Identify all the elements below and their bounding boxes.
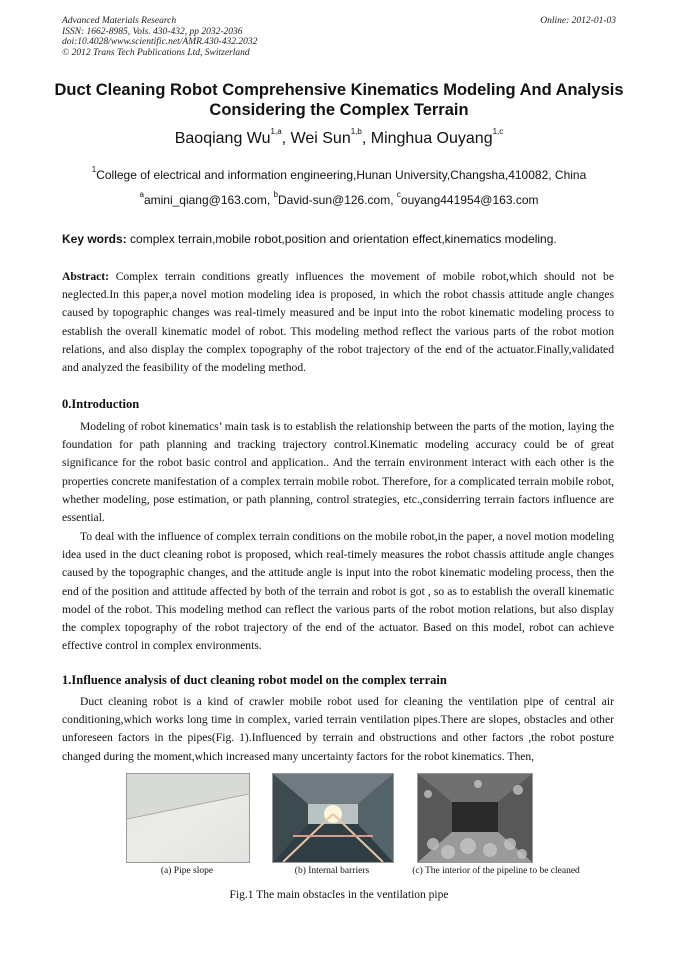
figure-title: Fig.1 The main obstacles in the ventilation pipe [229, 889, 449, 901]
email-sup: c [396, 190, 401, 199]
affiliation-text: College of electrical and information engineering,Hunan University,Changsha,410082, China [96, 168, 587, 182]
email-link[interactable]: ouyang441954@163.com [400, 193, 539, 207]
email-link[interactable]: amini_qiang@163.com [143, 193, 267, 207]
pipeline-interior-photo [418, 774, 532, 862]
figure-caption-c: (c) The interior of the pipeline to be cleaned [412, 866, 580, 876]
keywords [62, 232, 622, 246]
author-name: Wei Sun [290, 130, 351, 147]
paragraph: Duct cleaning robot is a kind of crawler mobile robot used for cleaning the ventilation pipe of central air conditioning,which works long time in complex, varied terrain ventilation pipes.There are slopes, obstacles and other unforeseen factors in the pipes(Fig. 1).Influenced by terrain and obstructions and other factors ,the robot posture changed during the moment,which increased many uncertainty factors for the robot kinematics. Then, [62, 695, 614, 763]
email-sup: b [273, 190, 278, 199]
journal-name: Advanced Materials Research [62, 16, 177, 26]
figure-image-pipe-slope [126, 773, 250, 863]
figure-caption-b: (b) Internal barriers [294, 866, 370, 876]
abstract [62, 268, 614, 377]
paper-title [40, 80, 638, 120]
paragraph: To deal with the influence of complex terrain conditions on the mobile robot,in the paper, a novel motion modeling idea used in the duct cleaning robot is proposed, which real-timely measures the robot chassis attitude angle changes caused by the topographic changes, and the attitude angle is input into the robot kinematic modeling process, then the end of the position and attitude affected by both of the terrain and robot is got , so as to establish the overall kinematic model of the robot. This modeling method can reflect the various parts of the robot motion relations, but also display the complex topography of the robot trajectory of the end of the actuator. Based on this model, robot can achieve effective control in complex environments. [62, 530, 614, 653]
author-list: Baoqiang Wu$^{1,a}$, Wei Sun$^{1,b}$, Minghua Ouyang$^{1,c}$ [174, 127, 504, 147]
internal-barriers-photo [273, 774, 393, 862]
section-heading: 1.Influence analysis of duct cleaning robot model on the complex terrain [62, 673, 447, 687]
doi: doi:10.4028/www.scientific.net/AMR.430-432.2032 [62, 37, 258, 48]
online-date: Online: 2012-01-03 [540, 16, 616, 26]
pipe-slope-photo [127, 774, 249, 862]
author-name: Baoqiang Wu [174, 130, 271, 147]
keywords-label: Key words: [62, 232, 127, 246]
title-line-2: Considering the Complex Terrain [209, 101, 469, 119]
figure-image-internal-barriers [272, 773, 394, 863]
paragraph: Modeling of robot kinematics’ main task is to establish the relationship between the parts of the motion, laying the foundation for path planning and tracking trajectory control.Kinematic modeling accuracy could be of great significance for the robot basic control and application.. And the terrain environment interact with each other is the properties concrete manifestation of a complex terrain mobile robot. Therefore, for a complicated terrain mobile robot, whether modeling, pose estimation, or path planning, control strategies, etc.,considerring terrain factors influence are essential. [62, 420, 614, 525]
affiliation [40, 165, 638, 182]
author-sup: 1,a [270, 127, 282, 136]
email-link[interactable]: David-sun@126.com [277, 193, 391, 207]
author-sup: 1,b [350, 127, 362, 136]
email-list: $^a$amini_qiang@163.com, $^b$David-sun@126.com, $^c$ouyang441954@163.com [139, 190, 539, 207]
affiliation-sup: 1 [91, 165, 97, 174]
abstract-text: Complex terrain conditions greatly influences the movement of mobile robot,which should not be neglected.In this paper,a novel motion modeling idea is proposed, in which the robot chassis attitude angle changes caused by topographic changes was real-timely measured and be input into the robot kinematic modeling process to establish the overall kinematic model of robot. This modeling method reflect the various parts of the robot motion relations, and also display the complex topography of the robot trajectory of the end of the actuator.Finally,validated and analyzed the feasibility of the modeling method. [62, 270, 614, 375]
title-line-1: Duct Cleaning Robot Comprehensive Kinematics Modeling And Analysis [54, 81, 624, 99]
section-heading: 0.Introduction [62, 397, 140, 411]
copyright: © 2012 Trans Tech Publications Ltd, Switzerland [62, 47, 250, 58]
figure-image-pipeline-interior [417, 773, 533, 863]
email-sup: a [139, 190, 144, 199]
issn: ISSN: 1662-8985, Vols. 430-432, pp 2032-2036 [62, 26, 243, 37]
author-name: Minghua Ouyang [370, 130, 493, 147]
journal-header [62, 16, 257, 58]
author-sup: 1,c [492, 127, 504, 136]
figure-caption-a: (a) Pipe slope [160, 866, 214, 876]
keywords-text: complex terrain,mobile robot,position and orientation effect,kinematics modeling. [130, 232, 557, 246]
abstract-label: Abstract: [62, 270, 110, 283]
